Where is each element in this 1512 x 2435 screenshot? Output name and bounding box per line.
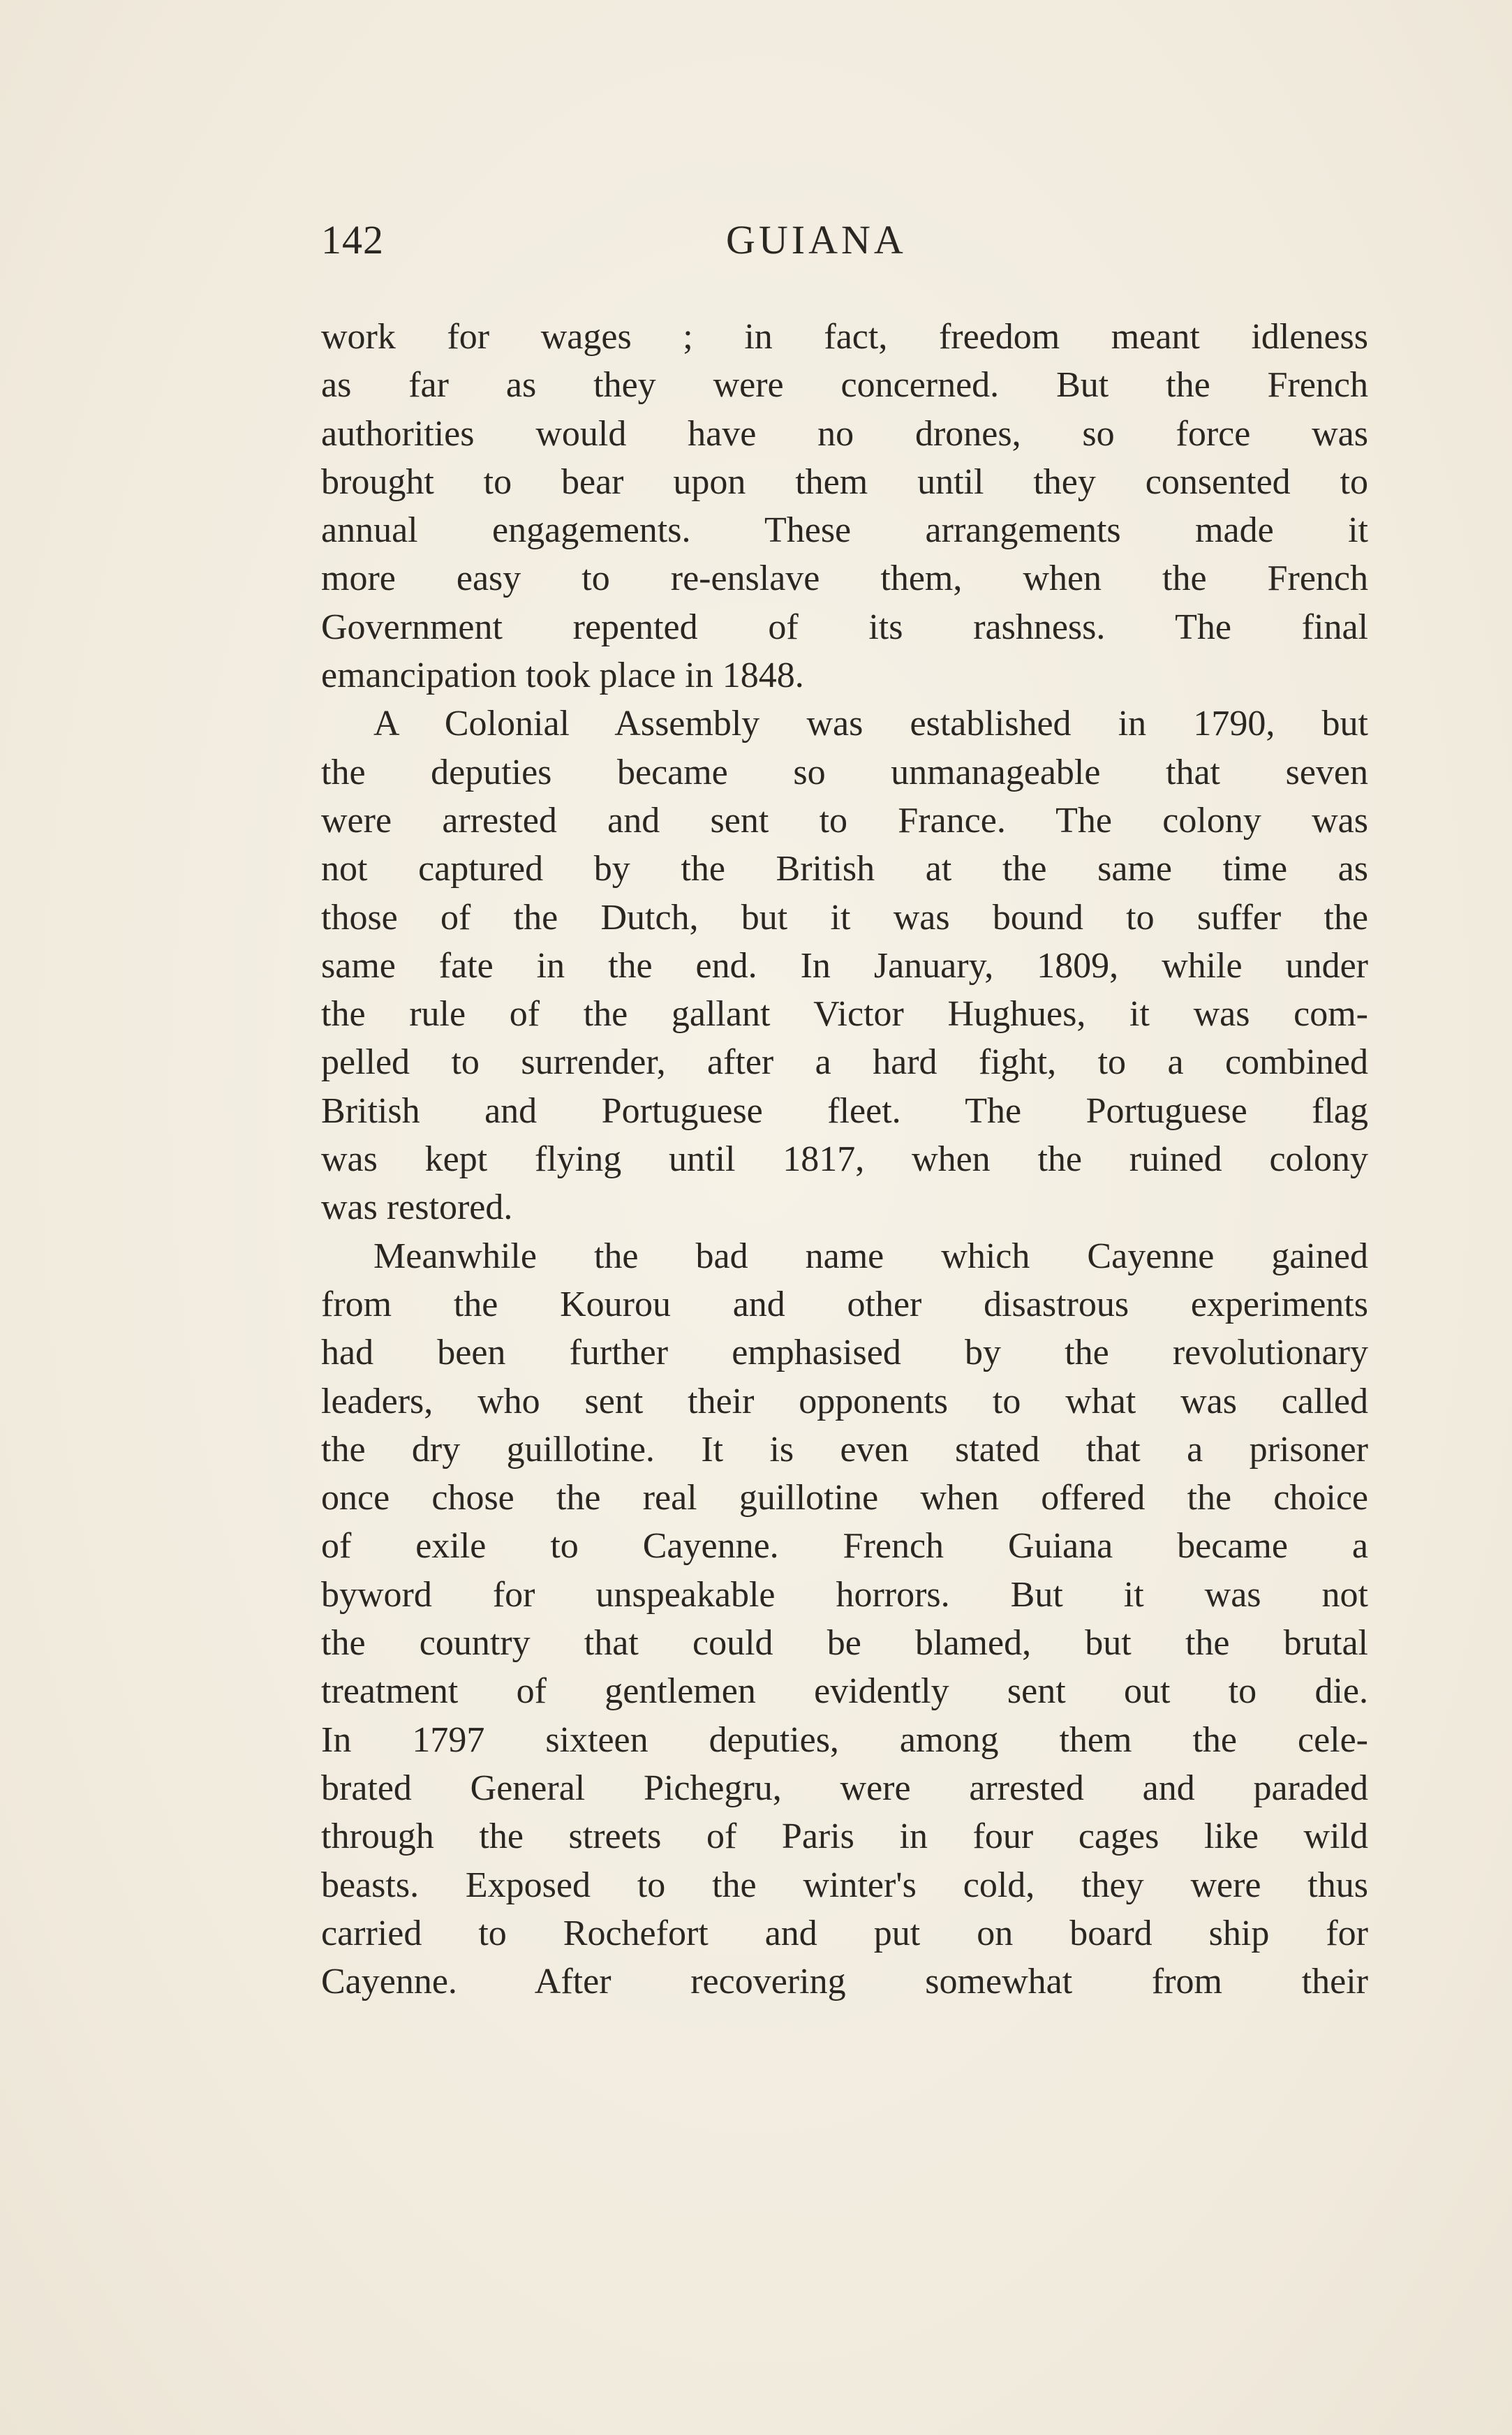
text-line: Government repented of its rashness. The final — [321, 607, 1368, 647]
paragraph-end-line: was restored. — [321, 1187, 513, 1228]
paragraph-start-line: A Colonial Assembly was established in 1790, but — [373, 704, 1368, 744]
text-line: once chose the real guillotine when offered the choice — [321, 1478, 1368, 1518]
text-line: brated General Pichegru, were arrested and paraded — [321, 1768, 1368, 1808]
text-line: carried to Rochefort and put on board ship for — [321, 1913, 1368, 1953]
text-line: brought to bear upon them until they consented to — [321, 461, 1368, 502]
running-title: GUIANA — [726, 217, 907, 262]
text-line: from the Kourou and other disastrous experiments — [321, 1284, 1368, 1324]
text-line: was kept flying until 1817, when the ruined colony — [321, 1139, 1368, 1180]
page-number: 142 — [321, 217, 384, 262]
text-line: pelled to surrender, after a hard fight, to a combined — [321, 1042, 1368, 1083]
text-line: had been further emphasised by the revolutionary — [321, 1333, 1368, 1373]
text-line: annual engagements. These arrangements made it — [321, 510, 1368, 551]
text-line: as far as they were concerned. But the French — [321, 365, 1368, 406]
running-head — [321, 216, 1368, 272]
text-line: leaders, who sent their opponents to what was called — [321, 1381, 1368, 1421]
paragraph-end-line: emancipation took place in 1848. — [321, 656, 804, 696]
paragraph-start-line: Meanwhile the bad name which Cayenne gained — [373, 1236, 1368, 1276]
text-line: In 1797 sixteen deputies, among them the cele- — [321, 1719, 1368, 1760]
text-line: those of the Dutch, but it was bound to suffer the — [321, 897, 1368, 938]
text-line: Cayenne. After recovering somewhat from their — [321, 1962, 1368, 2002]
text-line: the dry guillotine. It is even stated that a prisoner — [321, 1429, 1368, 1470]
text-line: the deputies became so unmanageable that seven — [321, 752, 1368, 792]
text-line: through the streets of Paris in four cages like wild — [321, 1816, 1368, 1857]
text-line: the rule of the gallant Victor Hughues, it was com- — [321, 994, 1368, 1035]
text-line: British and Portuguese fleet. The Portuguese flag — [321, 1090, 1368, 1131]
text-line: work for wages ; in fact, freedom meant idleness — [321, 317, 1368, 357]
text-line: not captured by the British at the same time as — [321, 849, 1368, 889]
text-line: treatment of gentlemen evidently sent out to die. — [321, 1671, 1368, 1712]
body-text — [321, 313, 1368, 2006]
text-line: byword for unspeakable horrors. But it was not — [321, 1574, 1368, 1615]
text-line: more easy to re-enslave them, when the French — [321, 558, 1368, 599]
text-line: the country that could be blamed, but the brutal — [321, 1623, 1368, 1664]
text-line: of exile to Cayenne. French Guiana became a — [321, 1526, 1368, 1567]
text-line: were arrested and sent to France. The colony was — [321, 800, 1368, 841]
text-line: beasts. Exposed to the winter's cold, they were thus — [321, 1865, 1368, 1905]
text-line: authorities would have no drones, so force was — [321, 413, 1368, 454]
text-line: same fate in the end. In January, 1809, while under — [321, 945, 1368, 986]
